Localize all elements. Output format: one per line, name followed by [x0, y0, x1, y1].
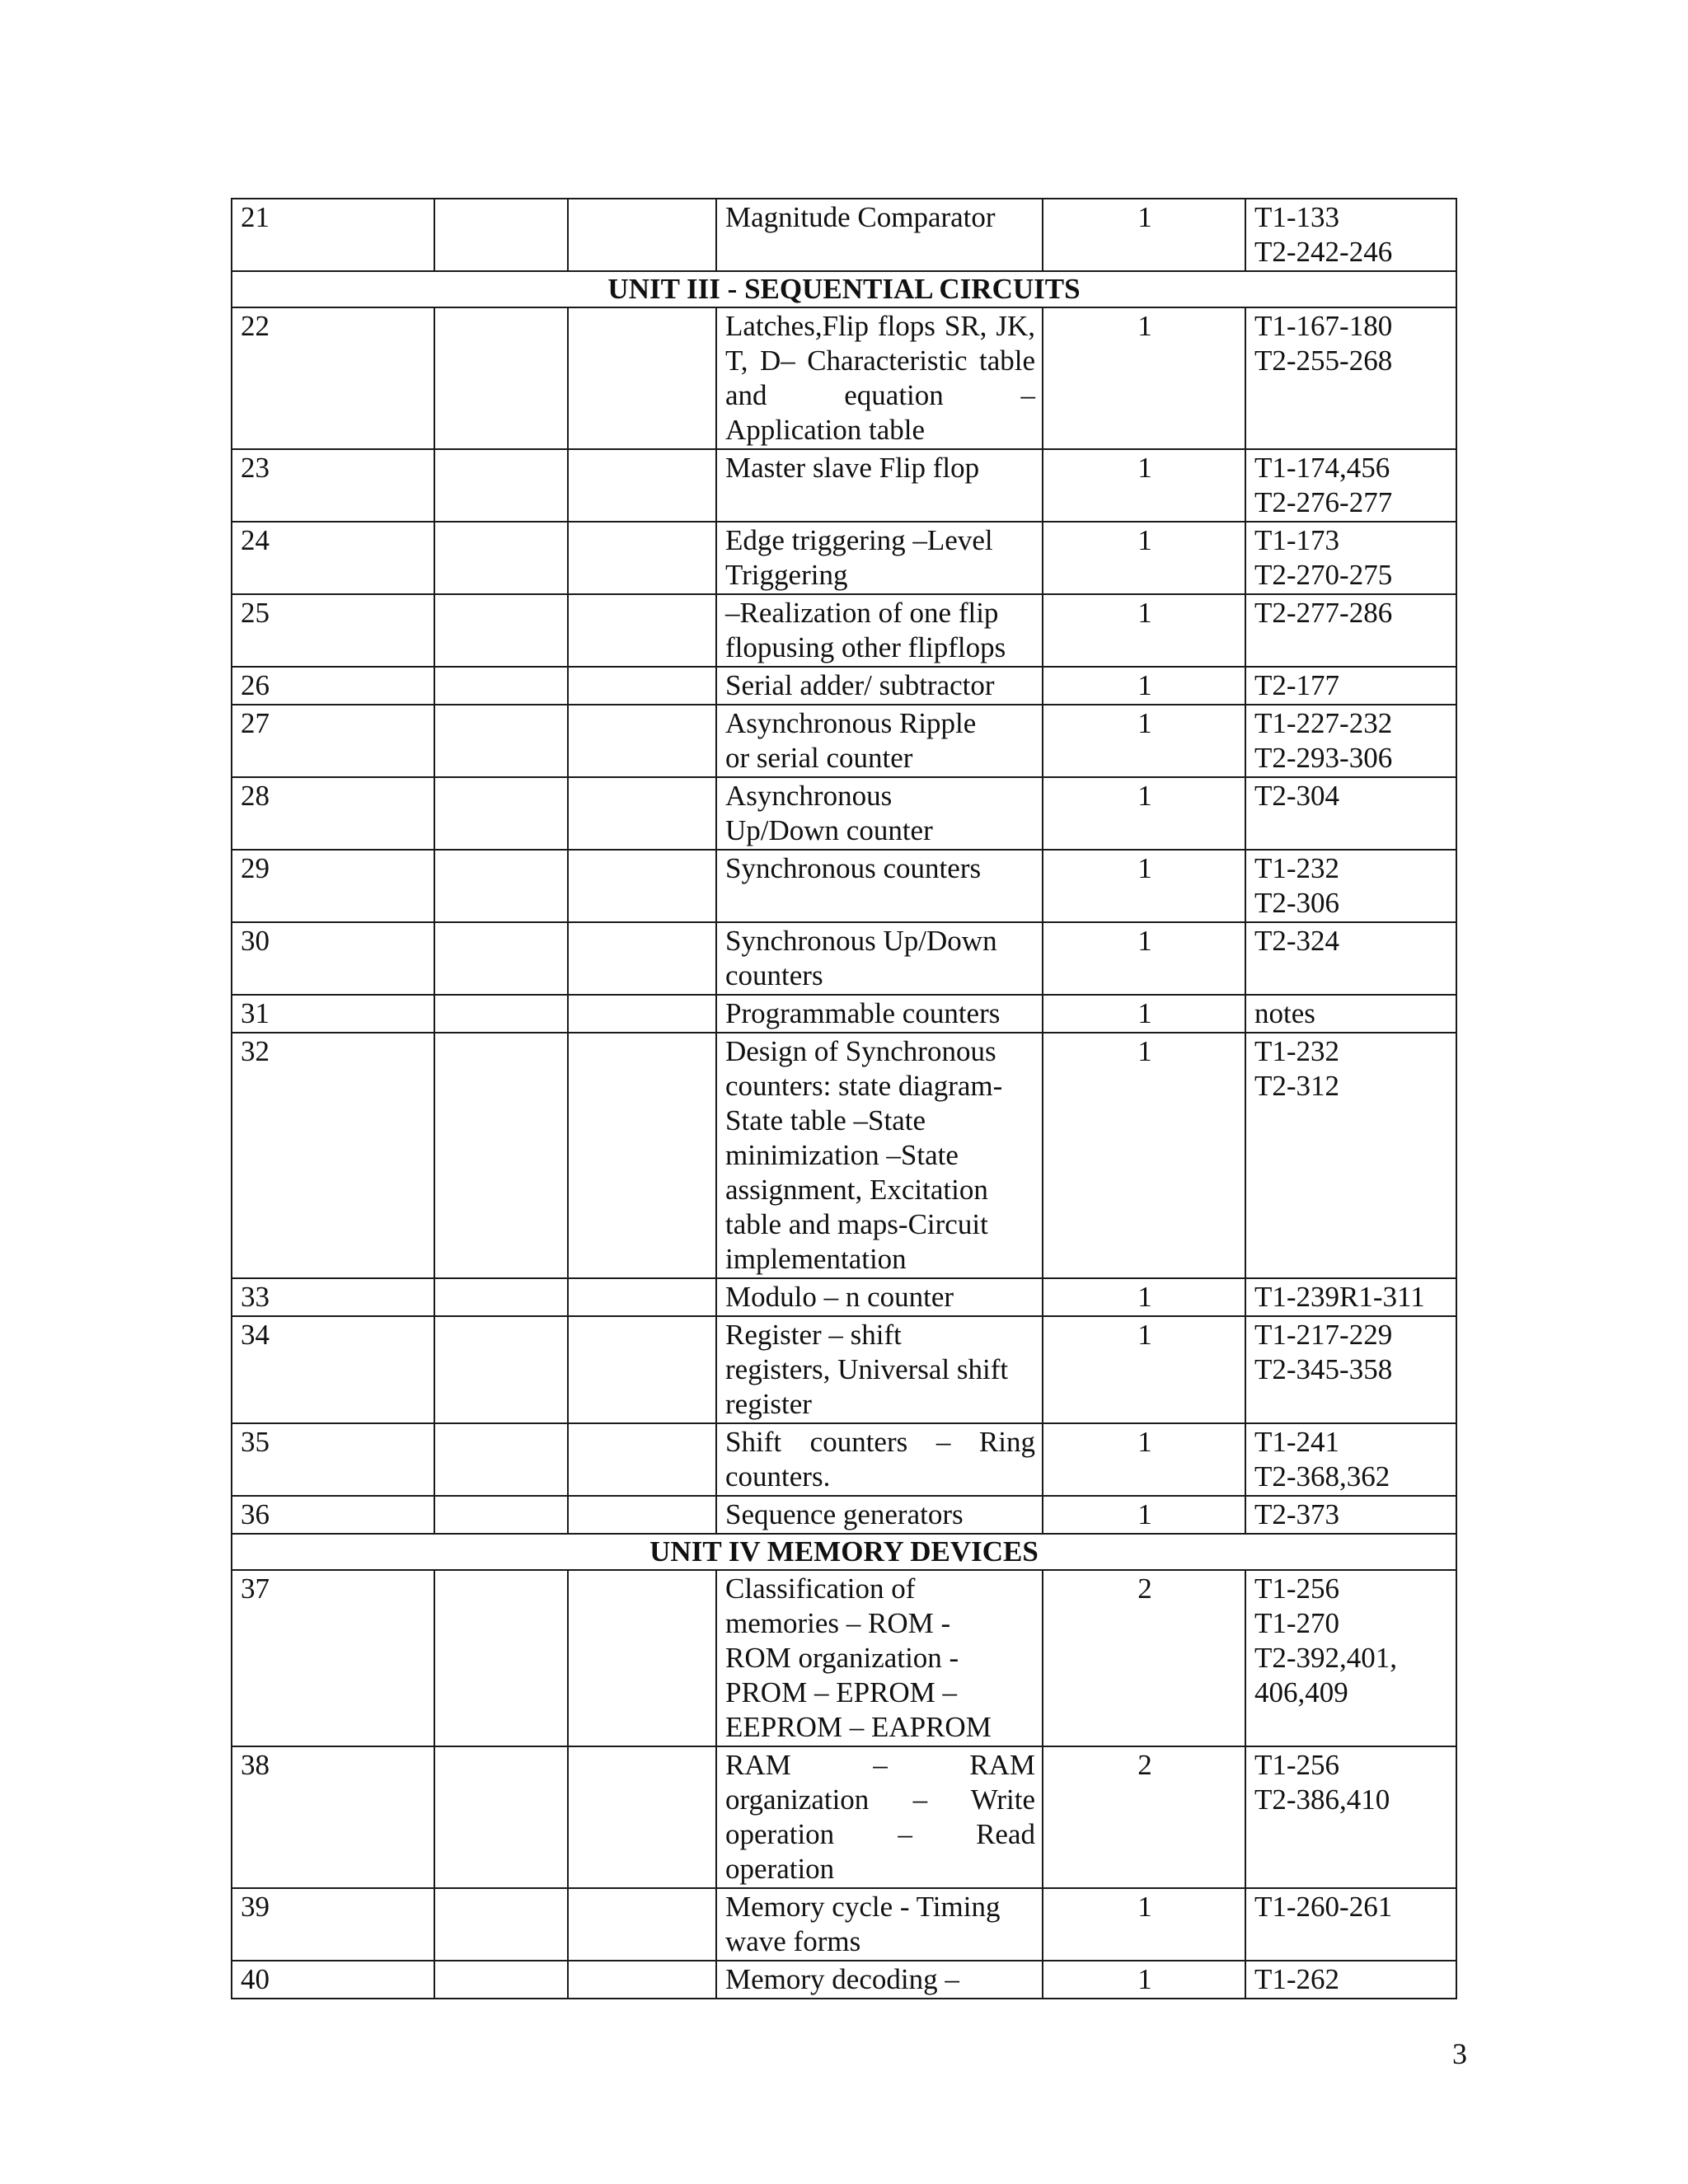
hours-cell: 1	[1043, 1496, 1245, 1534]
blank-cell	[568, 922, 716, 995]
reference-cell: T1-217-229 T2-345-358	[1245, 1316, 1456, 1423]
serial-number-cell: 39	[232, 1888, 434, 1961]
topic-cell: –Realization of one flip flopusing other flipflops	[716, 594, 1043, 667]
reference-cell: T1-239R1-311	[1245, 1278, 1456, 1316]
topic-cell: Shift counters – Ring counters.	[716, 1423, 1043, 1496]
blank-cell	[568, 1496, 716, 1534]
reference-cell: T2-277-286	[1245, 594, 1456, 667]
blank-cell	[434, 1888, 568, 1961]
serial-number-cell: 27	[232, 705, 434, 777]
blank-cell	[434, 307, 568, 449]
unit-heading-row	[232, 1534, 1456, 1570]
serial-number-cell: 21	[232, 199, 434, 271]
serial-number-cell: 33	[232, 1278, 434, 1316]
hours-cell: 1	[1043, 522, 1245, 594]
reference-cell: T1-262	[1245, 1961, 1456, 1999]
reference-cell: T1-227-232 T2-293-306	[1245, 705, 1456, 777]
table-row	[232, 1033, 1456, 1278]
unit-heading: UNIT III - SEQUENTIAL CIRCUITS	[232, 271, 1456, 307]
hours-cell: 1	[1043, 777, 1245, 850]
blank-cell	[434, 1033, 568, 1278]
unit-heading: UNIT IV MEMORY DEVICES	[232, 1534, 1456, 1570]
topic-cell: Register – shift registers, Universal shift register	[716, 1316, 1043, 1423]
table-row	[232, 922, 1456, 995]
topic-cell: Asynchronous Up/Down counter	[716, 777, 1043, 850]
blank-cell	[434, 1570, 568, 1746]
blank-cell	[568, 199, 716, 271]
blank-cell	[434, 1961, 568, 1999]
serial-number-cell: 26	[232, 667, 434, 705]
hours-cell: 1	[1043, 922, 1245, 995]
blank-cell	[434, 850, 568, 922]
blank-cell	[434, 1316, 568, 1423]
blank-cell	[434, 1278, 568, 1316]
blank-cell	[568, 449, 716, 522]
reference-cell: T1-173 T2-270-275	[1245, 522, 1456, 594]
reference-cell: T2-373	[1245, 1496, 1456, 1534]
blank-cell	[434, 667, 568, 705]
reference-cell: T1-241 T2-368,362	[1245, 1423, 1456, 1496]
hours-cell: 1	[1043, 594, 1245, 667]
blank-cell	[568, 995, 716, 1033]
blank-cell	[434, 449, 568, 522]
page-number: 3	[1452, 2037, 1467, 2070]
topic-cell: RAM – RAM organization – Write operation – Read operation	[716, 1746, 1043, 1888]
table-row	[232, 449, 1456, 522]
hours-cell: 1	[1043, 995, 1245, 1033]
hours-cell: 1	[1043, 1888, 1245, 1961]
serial-number-cell: 37	[232, 1570, 434, 1746]
table-row	[232, 1961, 1456, 1999]
blank-cell	[434, 705, 568, 777]
table-row	[232, 667, 1456, 705]
topic-cell: Serial adder/ subtractor	[716, 667, 1043, 705]
blank-cell	[434, 199, 568, 271]
blank-cell	[568, 1423, 716, 1496]
topic-cell: Classification of memories – ROM - ROM organization - PROM – EPROM – EEPROM – EAPROM	[716, 1570, 1043, 1746]
blank-cell	[568, 777, 716, 850]
table-row	[232, 307, 1456, 449]
table-row	[232, 705, 1456, 777]
table-row	[232, 594, 1456, 667]
serial-number-cell: 34	[232, 1316, 434, 1423]
blank-cell	[568, 522, 716, 594]
blank-cell	[568, 307, 716, 449]
topic-cell: Design of Synchronous counters: state diagram- State table –State minimization –State assignment, Excitation table and maps-Circuit implementation	[716, 1033, 1043, 1278]
hours-cell: 1	[1043, 705, 1245, 777]
reference-cell: T2-324	[1245, 922, 1456, 995]
hours-cell: 2	[1043, 1570, 1245, 1746]
blank-cell	[568, 1278, 716, 1316]
hours-cell: 1	[1043, 1278, 1245, 1316]
blank-cell	[434, 777, 568, 850]
table-row	[232, 1888, 1456, 1961]
hours-cell: 1	[1043, 1316, 1245, 1423]
reference-cell: T1-256 T2-386,410	[1245, 1746, 1456, 1888]
reference-cell: T1-232 T2-312	[1245, 1033, 1456, 1278]
hours-cell: 1	[1043, 307, 1245, 449]
topic-cell: Asynchronous Ripple or serial counter	[716, 705, 1043, 777]
blank-cell	[568, 667, 716, 705]
table-row	[232, 522, 1456, 594]
blank-cell	[568, 1033, 716, 1278]
topic-cell: Memory cycle - Timing wave forms	[716, 1888, 1043, 1961]
reference-cell: T2-177	[1245, 667, 1456, 705]
table-row	[232, 1746, 1456, 1888]
blank-cell	[434, 594, 568, 667]
table-row	[232, 1570, 1456, 1746]
hours-cell: 1	[1043, 199, 1245, 271]
hours-cell: 1	[1043, 1961, 1245, 1999]
reference-cell: notes	[1245, 995, 1456, 1033]
serial-number-cell: 36	[232, 1496, 434, 1534]
topic-cell: Programmable counters	[716, 995, 1043, 1033]
blank-cell	[568, 1570, 716, 1746]
hours-cell: 1	[1043, 1423, 1245, 1496]
serial-number-cell: 32	[232, 1033, 434, 1278]
topic-cell: Edge triggering –Level Triggering	[716, 522, 1043, 594]
blank-cell	[568, 1888, 716, 1961]
table-row	[232, 995, 1456, 1033]
table-row	[232, 777, 1456, 850]
lesson-plan-table	[231, 198, 1457, 1999]
reference-cell: T1-133 T2-242-246	[1245, 199, 1456, 271]
table-row	[232, 850, 1456, 922]
serial-number-cell: 38	[232, 1746, 434, 1888]
table-row	[232, 1316, 1456, 1423]
serial-number-cell: 30	[232, 922, 434, 995]
serial-number-cell: 24	[232, 522, 434, 594]
blank-cell	[434, 1423, 568, 1496]
serial-number-cell: 31	[232, 995, 434, 1033]
topic-cell: Memory decoding –	[716, 1961, 1043, 1999]
blank-cell	[434, 1746, 568, 1888]
blank-cell	[434, 1496, 568, 1534]
blank-cell	[568, 1316, 716, 1423]
blank-cell	[434, 922, 568, 995]
unit-heading-row	[232, 271, 1456, 307]
reference-cell: T1-260-261	[1245, 1888, 1456, 1961]
hours-cell: 1	[1043, 667, 1245, 705]
reference-cell: T1-256 T1-270 T2-392,401, 406,409	[1245, 1570, 1456, 1746]
serial-number-cell: 23	[232, 449, 434, 522]
blank-cell	[434, 995, 568, 1033]
topic-cell: Magnitude Comparator	[716, 199, 1043, 271]
table-row	[232, 1496, 1456, 1534]
blank-cell	[568, 850, 716, 922]
serial-number-cell: 29	[232, 850, 434, 922]
blank-cell	[434, 522, 568, 594]
reference-cell: T2-304	[1245, 777, 1456, 850]
topic-cell: Latches,Flip flops SR, JK, T, D– Characteristic table and equation – Application table	[716, 307, 1043, 449]
serial-number-cell: 35	[232, 1423, 434, 1496]
topic-cell: Synchronous counters	[716, 850, 1043, 922]
reference-cell: T1-174,456 T2-276-277	[1245, 449, 1456, 522]
blank-cell	[568, 1746, 716, 1888]
topic-cell: Master slave Flip flop	[716, 449, 1043, 522]
table-row	[232, 1278, 1456, 1316]
hours-cell: 1	[1043, 449, 1245, 522]
serial-number-cell: 25	[232, 594, 434, 667]
topic-cell: Sequence generators	[716, 1496, 1043, 1534]
reference-cell: T1-167-180 T2-255-268	[1245, 307, 1456, 449]
table-row	[232, 199, 1456, 271]
hours-cell: 1	[1043, 850, 1245, 922]
blank-cell	[568, 594, 716, 667]
lesson-plan-body	[232, 199, 1456, 1999]
topic-cell: Synchronous Up/Down counters	[716, 922, 1043, 995]
serial-number-cell: 22	[232, 307, 434, 449]
reference-cell: T1-232 T2-306	[1245, 850, 1456, 922]
serial-number-cell: 28	[232, 777, 434, 850]
hours-cell: 1	[1043, 1033, 1245, 1278]
blank-cell	[568, 705, 716, 777]
topic-cell: Modulo – n counter	[716, 1278, 1043, 1316]
blank-cell	[568, 1961, 716, 1999]
table-row	[232, 1423, 1456, 1496]
serial-number-cell: 40	[232, 1961, 434, 1999]
hours-cell: 2	[1043, 1746, 1245, 1888]
